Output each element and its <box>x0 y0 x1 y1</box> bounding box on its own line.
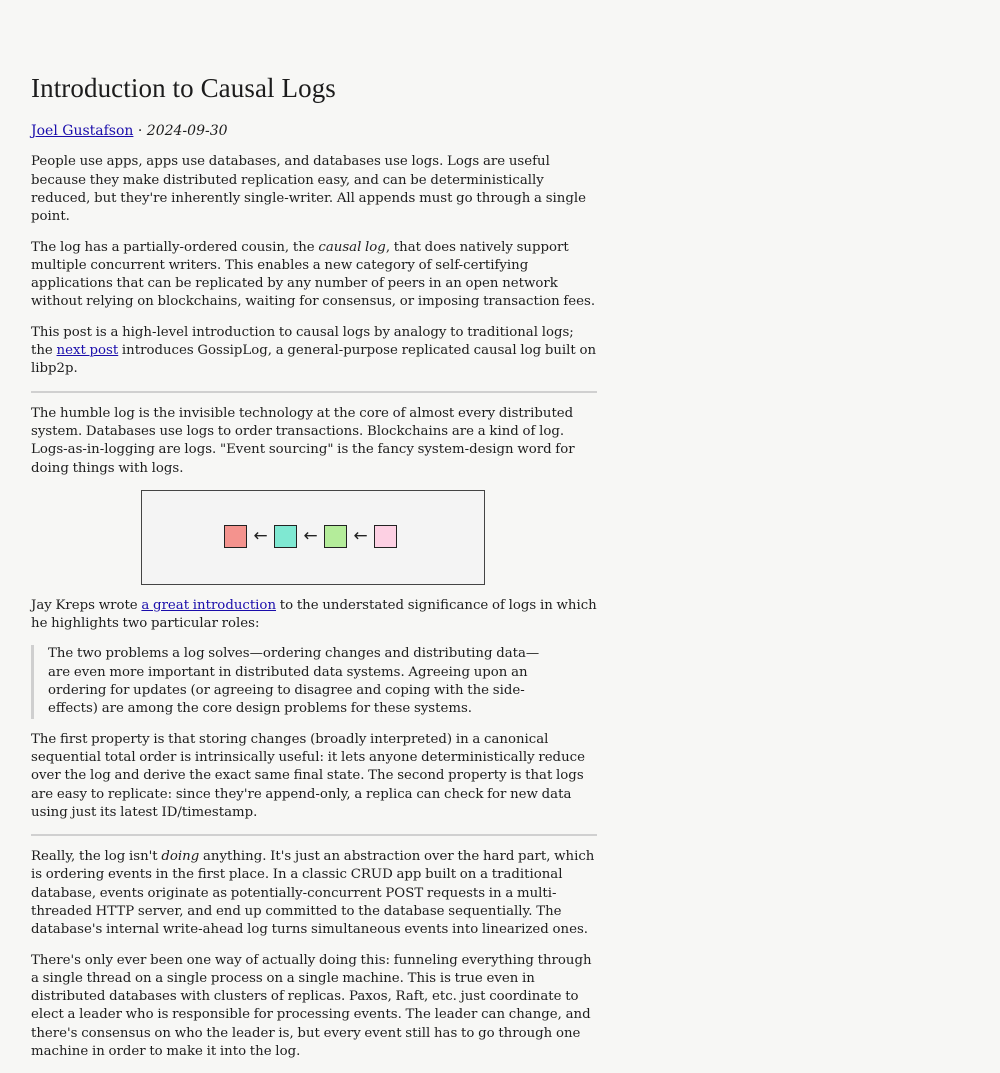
emphasis-causal-log: causal log <box>318 239 386 255</box>
byline-separator: · <box>133 123 147 140</box>
log-entry-2 <box>274 525 297 548</box>
great-introduction-link[interactable]: a great introduction <box>141 597 277 613</box>
section-divider <box>31 834 597 836</box>
log-blocks <box>224 525 397 548</box>
left-arrow-icon: ← <box>353 525 368 546</box>
paragraph-humble-log: The humble log is the invisible technology at the core of almost every distributed system. Databases use logs to order transactions. Blockchains are a kind of log. Logs-as-in-logging are logs. "Event sourcing" is the fancy system-design word for doing things with logs. <box>31 405 575 476</box>
paragraph-properties: The first property is that storing changes (broadly interpreted) in a canonical sequential total order is intrinsically useful: it lets anyone deterministically reduce over the log and derive the exact same final state. The second property is that logs are easy to replicate: since they're append-only, a replica can check for new data using just its latest ID/timestamp. <box>31 731 585 820</box>
page-title: Introduction to Causal Logs <box>31 73 336 103</box>
paragraph-overview <box>31 324 597 379</box>
paragraph-text: , that does natively support multiple concurrent writers. This enables a new category of self-certifying applications that can be replicated by any number of peers in an open network without relying on blockchains, waiting for consensus, or imposing transaction fees. <box>31 239 596 310</box>
article <box>31 62 597 1073</box>
left-arrow-icon: ← <box>303 525 318 546</box>
left-arrow-icon: ← <box>253 525 268 546</box>
paragraph-text: Really, the log isn't <box>31 849 162 865</box>
next-post-link[interactable]: next post <box>56 343 119 359</box>
post-date: 2024-09-30 <box>146 123 228 140</box>
paragraph-text: to the understated significance of logs in which he highlights two particular roles: <box>31 597 597 632</box>
section-divider <box>31 391 597 393</box>
paragraph-single-thread: There's only ever been one way of actually doing this: funneling everything through a single thread on a single process on a single machine. This is true even in distributed databases with clusters of replicas. Paxos, Raft, etc. just coordinate to elect a leader who is responsible for processing events. The leader can change, and there's consensus on who the leader is, but every event still has to go through one machine in order to make it into the log. <box>31 952 592 1060</box>
emphasis-doing: doing <box>161 849 200 865</box>
paragraph-intro: People use apps, apps use databases, and databases use logs. Logs are useful because they make distributed replication easy, and can be deterministically reduced, but they're inherently single-writer. All appends must go through a single point. <box>31 154 586 225</box>
log-entry-3 <box>324 525 347 548</box>
author-link[interactable]: Joel Gustafson <box>31 123 134 140</box>
quote-text: The two problems a log solves—ordering changes and distributing data—are even more important in distributed data systems. Agreeing upon an ordering for updates (or agreeing to disagree and coping with the side-effects) are among the core design problems for these systems. <box>48 646 540 717</box>
kreps-quote <box>31 645 558 718</box>
log-diagram <box>141 490 485 585</box>
paragraph-text: anything. It's just an abstraction over the hard part, which is ordering events in the first place. In a classic CRUD app built on a traditional database, events originate as potentially-concurrent POST requests in a multi-threaded HTTP server, and end up committed to the database sequentially. The database's internal write-ahead log turns simultaneous events into linearized ones. <box>31 849 595 938</box>
paragraph-causal-log <box>31 239 597 312</box>
paragraph-kreps <box>31 597 597 634</box>
paragraph-text: This post is a high-level introduction to causal logs by analogy to traditional logs; the <box>31 324 574 359</box>
log-entry-4 <box>374 525 397 548</box>
log-entry-1 <box>224 525 247 548</box>
paragraph-text: Jay Kreps wrote <box>31 597 142 613</box>
paragraph-text: The log has a partially-ordered cousin, the <box>31 239 319 255</box>
byline <box>31 121 597 141</box>
paragraph-text: introduces GossipLog, a general-purpose replicated causal log built on libp2p. <box>31 343 597 377</box>
paragraph-doing <box>31 848 597 939</box>
